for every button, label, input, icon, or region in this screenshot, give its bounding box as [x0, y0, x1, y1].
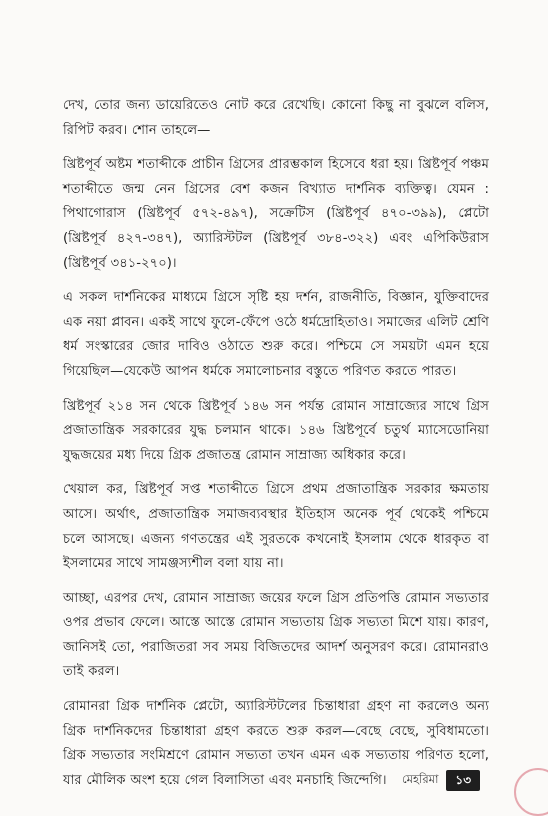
paragraph-4: খ্রিষ্টপূর্ব ২১৪ সন থেকে খ্রিষ্টপূর্ব ১৪৬ সন পর্যন্ত রোমান সাম্রাজ্যের সাথে গ্রিস প্রজাতান্ত্রিক সরকারের যুদ্ধ চলমান থাকে। ১৪৬ খ্রিষ্টপূর্বে চতুর্থ ম্যাসেডোনিয়া যুদ্ধজয়ের মধ্য দিয়ে গ্রিক প্রজাতন্ত্র রোমান সাম্রাজ্য অধিকার করে। — [63, 398, 489, 463]
paragraph-7: রোমানরা গ্রিক দার্শনিক প্লেটো, অ্যারিস্টটলের চিন্তাধারা গ্রহণ না করলেও অন্য গ্রিক দার্শনিকদের চিন্তাধারা গ্রহণ করতে শুরু করল—বেছে বেছে, সুবিধামতো। গ্রিক সভ্যতার সংমিশ্রণে রোমান সভ্যতা তখন এমন এক সভ্যতায় পরিণত হলো, যার মৌলিক অংশ হয়ে গেল বিলাসিতা এবং মনচাহি জিন্দেগি। — [63, 699, 489, 788]
paragraph-3: এ সকল দার্শনিকের মাধ্যমে গ্রিসে সৃষ্টি হয় দর্শন, রাজনীতি, বিজ্ঞান, যুক্তিবাদের এক নয়া প্লাবন। একই সাথে ফুলে-ফেঁপে ওঠে ধর্মদ্রোহিতাও। সমাজের এলিট শ্রেণি ধর্ম সংস্কারের জোর দাবিও ওঠাতে শুরু করে। পশ্চিমে সে সময়টা এমন হয়ে গিয়েছিল—যেকেউ আপন ধর্মকে সমালোচনার বস্তুতে পরিণত করতে পারত। — [63, 290, 489, 379]
paragraph-2: খ্রিষ্টপূর্ব অষ্টম শতাব্দীকে প্রাচীন গ্রিসের প্রারম্ভকাল হিসেবে ধরা হয়। খ্রিষ্টপূর্ব পঞ্চম শতাব্দীতে জন্ম নেন গ্রিসের বেশ কজন বিখ্যাত দার্শনিক ব্যক্তিত্ব। যেমন : পিথাগোরাস (খ্রিষ্টপূর্ব ৫৭২-৪৯৭), সক্রেটিস (খ্রিষ্টপূর্ব ৪৭০-৩৯৯), প্লেটো (খ্রিষ্টপূর্ব ৪২৭-৩৪৭), অ্যারিস্টটল (খ্রিষ্টপূর্ব ৩৮৪-৩২২) এবং এপিকিউরাস (খ্রিষ্টপূর্ব ৩৪১-২৭০)। — [63, 157, 489, 271]
paragraph-6: আচ্ছা, এরপর দেখ, রোমান সাম্রাজ্য জয়ের ফলে গ্রিস প্রতিপত্তি রোমান সভ্যতার ওপর প্রভাব ফেলে। আস্তে আস্তে রোমান সভ্যতায় গ্রিক সভ্যতা মিশে যায়। কারণ, জানিসই তো, পরাজিতরা সব সময় বিজিতদের আদর্শ অনুসরণ করে। রোমানরাও তাই করল। — [63, 590, 489, 680]
book-title: মেহরিমা — [401, 772, 439, 786]
paragraph-1: দেখ, তোর জন্য ডায়েরিতেও নোট করে রেখেছি। কোনো কিছু না বুঝলে বলিস, রিপিট করব। শোন তাহলে— — [63, 98, 489, 138]
page-number-badge: ১৩ — [446, 770, 480, 791]
paragraph-5: খেয়াল কর, খ্রিষ্টপূর্ব সপ্ত শতাব্দীতে গ্রিসে প্রথম প্রজাতান্ত্রিক সরকার ক্ষমতায় আসে। অর্থাৎ, প্রজাতান্ত্রিক সমাজব্যবস্থার ইতিহাস অনেক পূর্ব থেকেই পশ্চিমে চলে আসছে। এজন্য গণতন্ত্রের এই সুরতকে কখনোই ইসলাম থেকে ধারকৃত বা ইসলামের সাথে সামঞ্জস্যশীল বলা যায় না। — [63, 482, 489, 572]
page-body — [63, 94, 489, 803]
corner-decoration — [514, 768, 548, 816]
page-footer — [402, 770, 480, 791]
